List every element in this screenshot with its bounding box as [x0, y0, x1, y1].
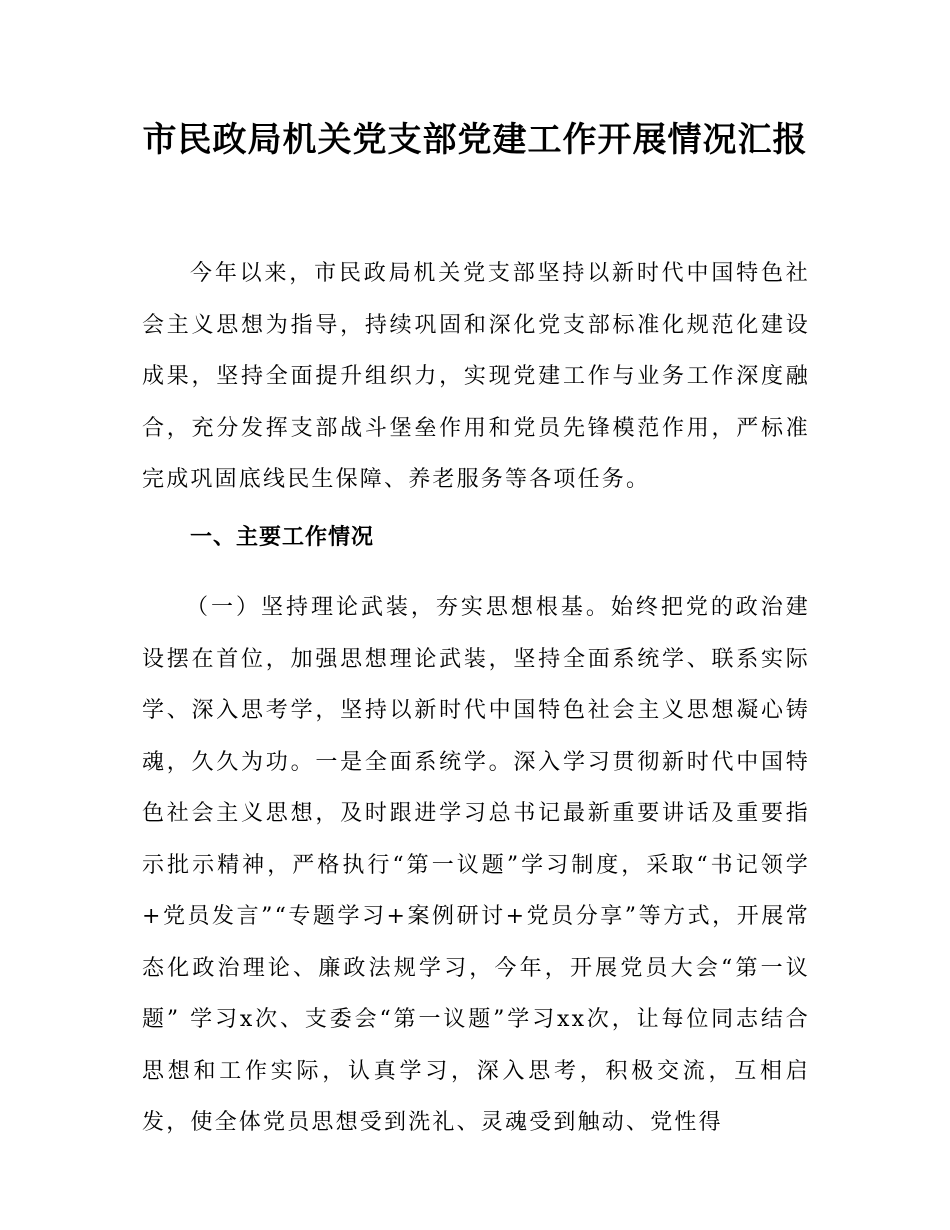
document-title: 市民政局机关党支部党建工作开展情况汇报: [142, 120, 808, 160]
section-paragraph: （一）坚持理论武装，夯实思想根基。始终把党的政治建设摆在首位，加强思想理论武装，坚持全面系统学、联系实际学、深入思考学，坚持以新时代中国特色社会主义思想凝心铸魂，久久为功。一是全面系统学。深入学习贯彻新时代中国特色社会主义思想，及时跟进学习总书记最新重要讲话及重要指示批示精神，严格执行“第一议题”学习制度，采取“书记领学+党员发言”“专题学习+案例研讨+党员分享”等方式，开展常态化政治理论、廉政法规学习，今年，开展党员大会“第一议题” 学习x次、支委会“第一议题”学习xx次，让每位同志结合思想和工作实际，认真学习，深入思考，积极交流，互相启发，使全体党员思想受到洗礼、灵魂受到触动、党性得: [142, 595, 810, 1135]
intro-paragraph: 今年以来，市民政局机关党支部坚持以新时代中国特色社会主义思想为指导，持续巩固和深化党支部标准化规范化建设成果，坚持全面提升组织力，实现党建工作与业务工作深度融合，充分发挥支部战斗堡垒作用和党员先锋模范作用，严标准完成巩固底线民生保障、养老服务等各项任务。: [142, 261, 810, 492]
section-heading: 一、主要工作情况: [190, 525, 375, 550]
